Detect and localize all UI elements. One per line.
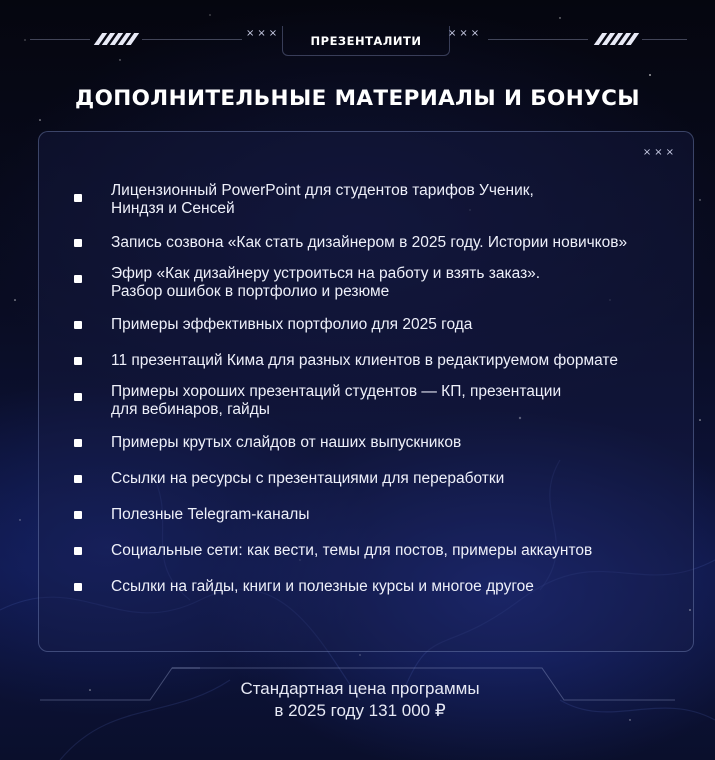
- price-value: в 2025 году 131 000 ₽: [274, 701, 446, 720]
- page-title: ДОПОЛНИТЕЛЬНЫЕ МАТЕРИАЛЫ И БОНУСЫ: [75, 86, 640, 111]
- list-item-text: 11 презентаций Кима для разных клиентов в редактируемом формате: [111, 352, 618, 369]
- card-decor-crosses: ×××: [642, 147, 677, 158]
- list-item-text: Полезные Telegram-каналы: [111, 506, 310, 523]
- bullet-icon: [74, 475, 82, 483]
- brand-name: ПРЕЗЕНТАЛИТИ: [282, 26, 450, 56]
- list-item-text-line2: Ниндзя и Сенсей: [111, 200, 235, 217]
- list-item-text: Примеры хороших презентаций студентов — КП, презентации: [111, 383, 562, 400]
- stripes-left-decor: [94, 33, 138, 45]
- top-line-left-inner: [142, 39, 242, 40]
- decor-crosses-right: ×××: [448, 28, 483, 39]
- bullet-icon: [74, 393, 82, 401]
- bullet-icon: [74, 194, 82, 202]
- top-line-right: [642, 39, 687, 40]
- list-item-text: Эфир «Как дизайнеру устроиться на работу и взять заказ».: [111, 265, 541, 282]
- materials-card: [38, 131, 694, 652]
- list-item-text: Ссылки на гайды, книги и полезные курсы и многое другое: [111, 578, 534, 595]
- top-bar: [0, 0, 715, 70]
- bullet-icon: [74, 239, 82, 247]
- list-item-text: Ссылки на ресурсы с презентациями для переработки: [111, 470, 505, 487]
- list-item-text: Примеры крутых слайдов от наших выпускников: [111, 434, 462, 451]
- decor-crosses-left: ×××: [246, 28, 281, 39]
- bullet-icon: [74, 547, 82, 555]
- list-item-text: Лицензионный PowerPoint для студентов тарифов Ученик,: [111, 182, 534, 199]
- bullet-icon: [74, 583, 82, 591]
- bullet-icon: [74, 357, 82, 365]
- stripes-right-decor: [594, 33, 638, 45]
- bullet-icon: [74, 439, 82, 447]
- list-item-text-line2: Разбор ошибок в портфолио и резюме: [111, 283, 390, 300]
- list-item-text-line2: для вебинаров, гайды: [111, 401, 270, 418]
- top-line-right-inner: [488, 39, 588, 40]
- list-item-text: Примеры эффективных портфолио для 2025 года: [111, 316, 473, 333]
- bullet-icon: [74, 321, 82, 329]
- price-label: Стандартная цена программы: [240, 679, 480, 698]
- list-item-text: Социальные сети: как вести, темы для постов, примеры аккаунтов: [111, 542, 593, 559]
- list-item-text: Запись созвона «Как стать дизайнером в 2025 году. Истории новичков»: [111, 234, 628, 251]
- price-block: [200, 668, 520, 738]
- bullet-icon: [74, 275, 82, 283]
- top-line-left: [30, 39, 90, 40]
- bullet-icon: [74, 511, 82, 519]
